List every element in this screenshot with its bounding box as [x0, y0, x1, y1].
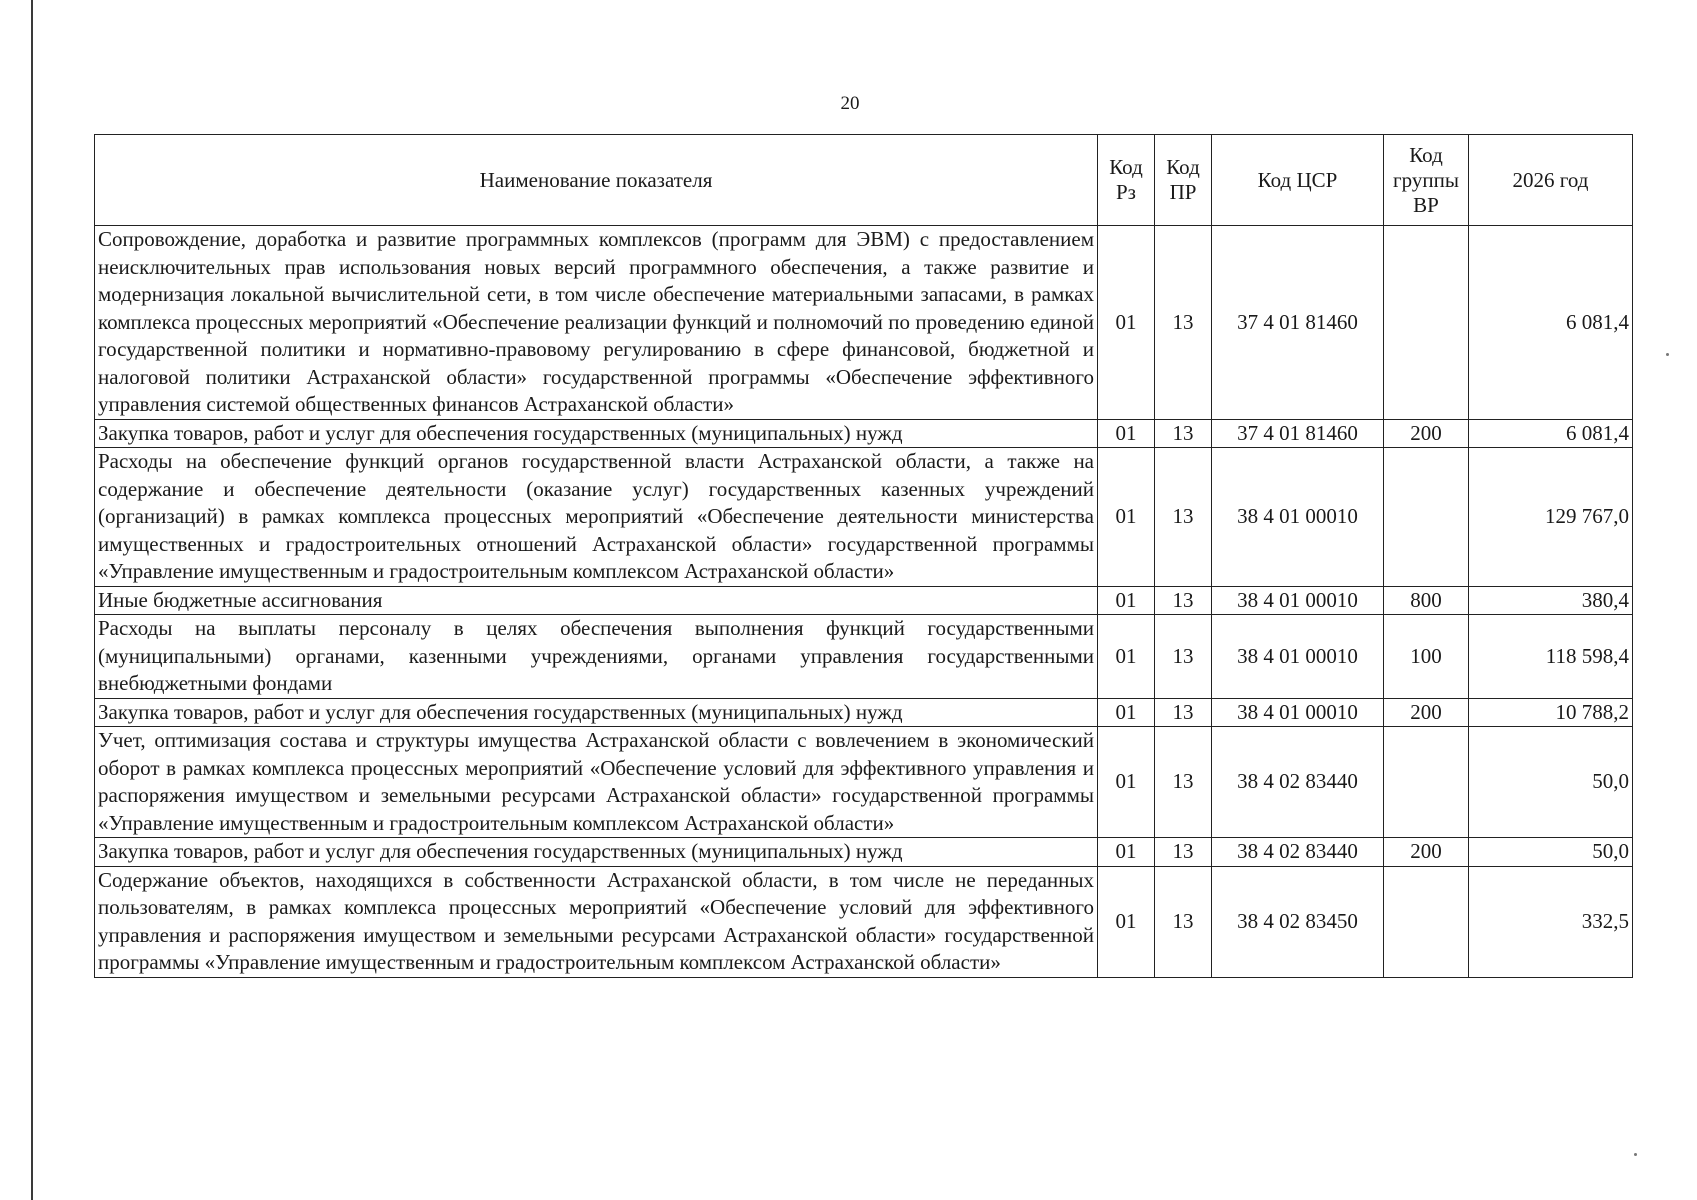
- row-pr: 13: [1155, 448, 1212, 587]
- row-vr: 200: [1384, 698, 1469, 727]
- row-name: Учет, оптимизация состава и структуры имущества Астраханской области с вовлечением в экономический оборот в рамках комплекса процессных мероприятий «Обеспечение условий для эффективного управления и распоряжения имуществом и земельными ресурсами Астраханской области» государственной программы «Управление имущественным и градостроительным комплексом Астраханской области»: [95, 727, 1098, 838]
- row-pr: 13: [1155, 838, 1212, 867]
- header-pr: Код ПР: [1155, 135, 1212, 226]
- row-rz: 01: [1098, 419, 1155, 448]
- row-pr: 13: [1155, 615, 1212, 699]
- table-row: [95, 226, 1633, 420]
- row-amount: 10 788,2: [1469, 698, 1633, 727]
- table-row: [95, 866, 1633, 977]
- row-csr: 37 4 01 81460: [1212, 226, 1384, 420]
- row-vr: 200: [1384, 419, 1469, 448]
- row-rz: 01: [1098, 615, 1155, 699]
- row-amount: 50,0: [1469, 727, 1633, 838]
- row-name: Расходы на выплаты персоналу в целях обеспечения выполнения функций государственными (муниципальными) органами, казенными учреждениями, органами управления государственными внебюджетными фондами: [95, 615, 1098, 699]
- table-row: [95, 838, 1633, 867]
- row-vr: [1384, 448, 1469, 587]
- row-pr: 13: [1155, 419, 1212, 448]
- header-vr: Код группы ВР: [1384, 135, 1469, 226]
- row-pr: 13: [1155, 727, 1212, 838]
- table-row: [95, 615, 1633, 699]
- budget-table: [94, 134, 1633, 978]
- row-amount: 332,5: [1469, 866, 1633, 977]
- row-csr: 38 4 01 00010: [1212, 698, 1384, 727]
- row-rz: 01: [1098, 838, 1155, 867]
- row-name: Закупка товаров, работ и услуг для обеспечения государственных (муниципальных) нужд: [95, 698, 1098, 727]
- row-csr: 38 4 02 83450: [1212, 866, 1384, 977]
- row-rz: 01: [1098, 727, 1155, 838]
- row-csr: 38 4 02 83440: [1212, 727, 1384, 838]
- header-rz: Код Рз: [1098, 135, 1155, 226]
- row-pr: 13: [1155, 698, 1212, 727]
- row-amount: 6 081,4: [1469, 419, 1633, 448]
- row-rz: 01: [1098, 586, 1155, 615]
- row-amount: 380,4: [1469, 586, 1633, 615]
- row-name: Закупка товаров, работ и услуг для обеспечения государственных (муниципальных) нужд: [95, 838, 1098, 867]
- row-csr: 37 4 01 81460: [1212, 419, 1384, 448]
- scan-speck: [1634, 1153, 1637, 1156]
- row-pr: 13: [1155, 586, 1212, 615]
- row-rz: 01: [1098, 698, 1155, 727]
- scan-speck: [1666, 353, 1669, 356]
- row-rz: 01: [1098, 226, 1155, 420]
- row-rz: 01: [1098, 866, 1155, 977]
- row-name: Иные бюджетные ассигнования: [95, 586, 1098, 615]
- page-number: 20: [840, 93, 860, 114]
- row-name: Расходы на обеспечение функций органов государственной власти Астраханской области, а также на содержание и обеспечение деятельности (оказание услуг) государственных казенных учреждений (организаций) в рамках комплекса процессных мероприятий «Обеспечение деятельности министерства имущественных и градостроительных отношений Астраханской области» государственной программы «Управление имущественным и градостроительным комплексом Астраханской области»: [95, 448, 1098, 587]
- header-year: 2026 год: [1469, 135, 1633, 226]
- row-csr: 38 4 01 00010: [1212, 615, 1384, 699]
- row-csr: 38 4 01 00010: [1212, 448, 1384, 587]
- row-vr: 200: [1384, 838, 1469, 867]
- row-vr: 100: [1384, 615, 1469, 699]
- row-vr: [1384, 727, 1469, 838]
- row-amount: 50,0: [1469, 838, 1633, 867]
- row-amount: 118 598,4: [1469, 615, 1633, 699]
- row-amount: 129 767,0: [1469, 448, 1633, 587]
- row-csr: 38 4 01 00010: [1212, 586, 1384, 615]
- binding-edge-line: [31, 0, 33, 1200]
- row-pr: 13: [1155, 866, 1212, 977]
- table-row: [95, 419, 1633, 448]
- table-header-row: [95, 135, 1633, 226]
- row-vr: 800: [1384, 586, 1469, 615]
- row-rz: 01: [1098, 448, 1155, 587]
- header-csr: Код ЦСР: [1212, 135, 1384, 226]
- header-name: Наименование показателя: [95, 135, 1098, 226]
- row-vr: [1384, 866, 1469, 977]
- row-name: Закупка товаров, работ и услуг для обеспечения государственных (муниципальных) нужд: [95, 419, 1098, 448]
- row-amount: 6 081,4: [1469, 226, 1633, 420]
- table-row: [95, 586, 1633, 615]
- table-row: [95, 727, 1633, 838]
- row-name: Содержание объектов, находящихся в собственности Астраханской области, в том числе не переданных пользователям, в рамках комплекса процессных мероприятий «Обеспечение условий для эффективного управления и распоряжения имуществом и земельными ресурсами Астраханской области» государственной программы «Управление имущественным и градостроительным комплексом Астраханской области»: [95, 866, 1098, 977]
- row-pr: 13: [1155, 226, 1212, 420]
- table-row: [95, 698, 1633, 727]
- row-vr: [1384, 226, 1469, 420]
- row-name: Сопровождение, доработка и развитие программных комплексов (программ для ЭВМ) с предоставлением неисключительных прав использования новых версий программного обеспечения, а также развитие и модернизация локальной вычислительной сети, в том числе обеспечение материальными запасами, в рамках комплекса процессных мероприятий «Обеспечение реализации функций и полномочий по проведению единой государственной политики и нормативно-правовому регулированию в сфере финансовой, бюджетной и налоговой политики Астраханской области» государственной программы «Обеспечение эффективного управления системой общественных финансов Астраханской области»: [95, 226, 1098, 420]
- row-csr: 38 4 02 83440: [1212, 838, 1384, 867]
- table-row: [95, 448, 1633, 587]
